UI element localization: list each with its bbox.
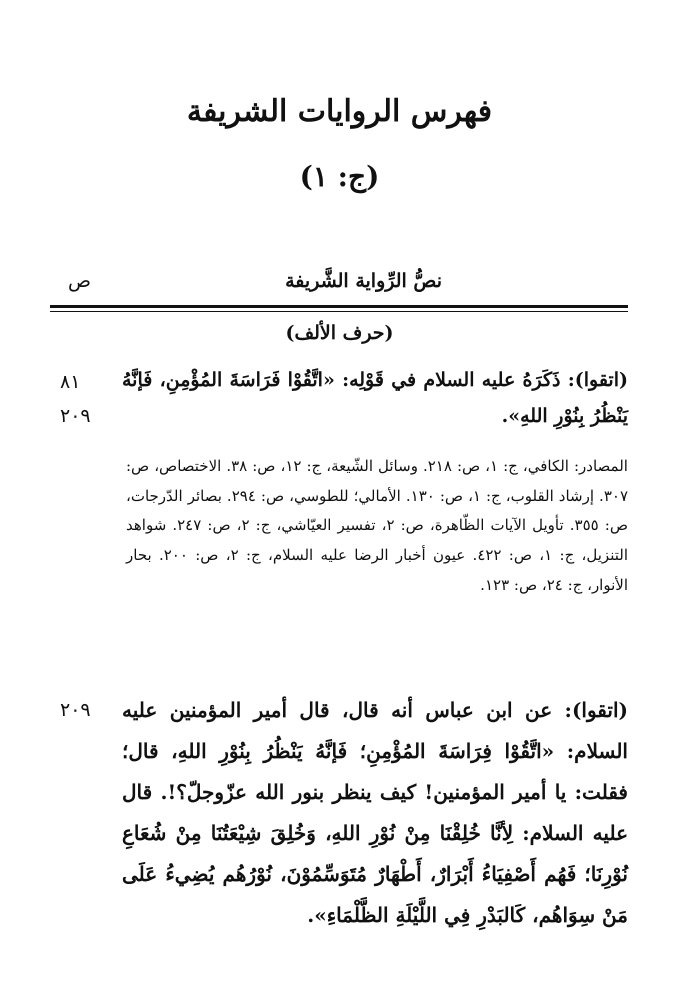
header-rule-thick bbox=[50, 305, 628, 308]
column-header-page: ص bbox=[68, 270, 91, 292]
entry-1-page-numbers bbox=[60, 366, 120, 434]
entry-2-page-number-1: ٢٠٩ bbox=[60, 699, 91, 721]
entry-2-text: (اتقوا): عن ابن عباس أنه قال، قال أمير المؤمنين عليه السلام: «اتَّقُوْا فِرَاسَةَ المُؤْمِنِ؛ فَإنَّهُ يَنْظُرُ بِنُوْرِ اللهِ، قال؛ فقلت: يا أمير المؤمنين! كيف ينظر بنور الله عزّوجلّ؟!. قال عليه السلام: لِأنَّا خُلِقْنَا مِنْ نُوْرِ اللهِ، وَخُلِقَ شِيْعَتُنَا مِنْ شُعَاعِ نُوْرِنَا؛ فَهُم أَصْفِيَاءُ أَبْرَارٌ، أَطْهَارٌ مُتَوَسِّمُوْنَ، نُوْرُهُم يُضِيءُ عَلَى مَنْ سِوَاهُم، كَالبَدْرِ فِي اللَّيْلَةِ الظَّلْمَاءِ». bbox=[122, 698, 628, 927]
header-rule-thin bbox=[50, 311, 628, 312]
section-heading: (حرف الألف) bbox=[285, 322, 394, 344]
column-header-text: نصُّ الرِّواية الشَّريفة bbox=[285, 270, 442, 292]
entry-2-page-numbers bbox=[60, 694, 120, 728]
volume-label: (ج: ١) bbox=[299, 160, 380, 193]
page-title: فهرس الروايات الشريفة bbox=[186, 94, 493, 129]
entry-1-page-number-1: ٨١ bbox=[60, 371, 81, 393]
entry-1-sources: المصادر: الكافي، ج: ١، ص: ٢١٨. وسائل الشّيعة، ج: ١٢، ص: ٣٨. الاختصاص، ص: ٣٠٧. إرشاد القلوب، ج: ١، ص: ١٣٠. الأمالي؛ للطوسي، ص: ٢٩٤. بصائر الدّرجات، ص: ٣٥٥. تأويل الآيات الظّاهرة، ص: ٢، تفسير العيّاشي، ج: ٢، ص: ٢٤٧. شواهد التنزيل، ج: ١، ص: ٤٢٢. عيون أخبار الرضا عليه السلام، ج: ٢، ص: ٢٠٠. بحار الأنوار، ج: ٢٤، ص: ١٢٣. bbox=[126, 457, 629, 594]
column-header bbox=[54, 268, 626, 302]
entry-1-text: (اتقوا): ذَكَرَهُ عليه السلام في قَوْلِه: «اتَّقُوْا فَرَاسَةَ المُؤْمِنِ، فَإنَّهُ يَنْظُرُ بِنُوْرِ اللهِ». bbox=[122, 369, 628, 427]
entry-1-page-number-2: ٢٠٩ bbox=[60, 405, 91, 427]
